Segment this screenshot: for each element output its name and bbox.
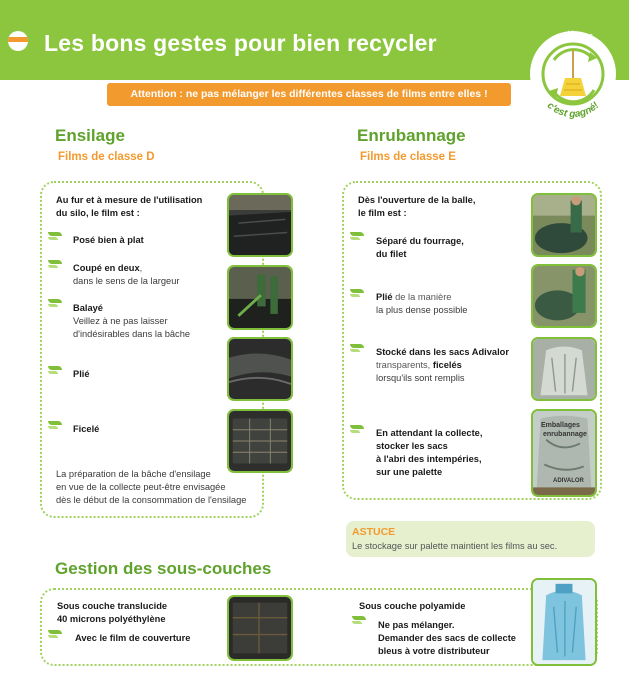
photo-film-folded	[227, 337, 293, 401]
souscouches-right-item-3: bleus à votre distributeur	[378, 646, 490, 656]
ensilage-item-2-detail: dans le sens de la largeur	[73, 276, 180, 286]
leaf-bullet-icon	[48, 366, 62, 374]
enrubannage-item-3-line-1: Stocké dans les sacs Adivalor	[376, 347, 509, 357]
ensilage-item-1: Posé bien à plat	[73, 235, 144, 245]
enrubannage-item-4-line-3: à l'abri des intempéries,	[376, 454, 482, 464]
leaf-bullet-icon	[48, 232, 62, 240]
astuce-title: ASTUCE	[352, 526, 396, 538]
photo-transparent-bags	[531, 337, 597, 401]
logo-bottom-text: c'est gagné!	[544, 100, 602, 121]
leaf-bullet-icon	[350, 344, 364, 352]
leaf-bullet-icon	[350, 425, 364, 433]
leaf-bullet-icon	[48, 260, 62, 268]
astuce-text: Le stockage sur palette maintient les films au sec.	[352, 541, 558, 551]
souscouches-right-item-1: Ne pas mélanger.	[378, 620, 455, 630]
souscouches-title: Gestion des sous-couches	[55, 559, 272, 578]
ensilage-item-3-detail-2: d'indésirables dans la bâche	[73, 329, 191, 339]
ensilage-item-2: Coupé en deux,	[73, 263, 143, 273]
ensilage-item-5: Ficelé	[73, 424, 100, 434]
ensilage-item-3: Balayé	[73, 303, 103, 313]
enrubannage-item-2-line-2: la plus dense possible	[376, 305, 468, 315]
bag-label-1: Emballages	[541, 422, 580, 429]
bag-label-2: enrubannage	[543, 431, 587, 438]
astuce-box	[346, 521, 595, 557]
enrubannage-title: Enrubannage	[357, 126, 466, 145]
leaf-bullet-icon	[350, 289, 364, 297]
souscouches-left-line-1: Sous couche translucide	[57, 601, 168, 611]
ensilage-subtitle: Films de classe D	[58, 151, 155, 163]
ensilage-intro-2: du silo, le film est :	[56, 208, 140, 218]
enrubannage-subtitle: Films de classe E	[360, 151, 456, 163]
warning-banner: Attention : ne pas mélanger les différentes classes de films entre elles !	[107, 83, 511, 106]
enrubannage-item-3-line-3: lorsqu'ils sont remplis	[376, 373, 465, 383]
leaf-bullet-icon	[350, 232, 364, 240]
souscouches-right-title: Sous couche polyamide	[359, 601, 466, 611]
photo-translucent-underlayer	[227, 595, 293, 661]
photo-blue-collection-bag	[531, 578, 597, 666]
enrubannage-item-4-line-1: En attendant la collecte,	[376, 428, 483, 438]
enrubannage-item-2-line-1: Plié de la manière	[376, 292, 452, 302]
souscouches-left-item: Avec le film de couverture	[75, 633, 191, 643]
ensilage-title: Ensilage	[55, 126, 125, 145]
bullet-dot-icon	[8, 31, 28, 51]
ensilage-note-2: en vue de la collecte peut-être envisagée	[56, 482, 226, 492]
enrubannage-item-4-line-2: stocker les sacs	[376, 441, 448, 451]
souscouches-left-line-2: 40 microns polyéthylène	[57, 614, 166, 624]
photo-film-tied	[227, 409, 293, 473]
souscouches-right-item-2: Demander des sacs de collecte	[378, 633, 516, 643]
photo-film-dense-fold	[531, 264, 597, 328]
leaf-bullet-icon	[352, 616, 366, 624]
ensilage-intro-1: Au fur et à mesure de l'utilisation	[56, 195, 203, 205]
page-title: Les bons gestes pour bien recycler	[44, 30, 437, 56]
ensilage-item-4: Plié	[73, 369, 90, 379]
enrubannage-intro-1: Dès l'ouverture de la balle,	[358, 195, 476, 205]
leaf-bullet-icon	[48, 421, 62, 429]
ensilage-item-3-detail-1: Veillez à ne pas laisser	[73, 316, 168, 326]
photo-film-cut	[227, 265, 293, 330]
leaf-bullet-icon	[48, 630, 62, 638]
photo-bale-opening	[531, 193, 597, 257]
ensilage-note-3: dès le début de la consommation de l'ensilage	[56, 495, 247, 505]
enrubannage-item-3-line-2: transparents, ficelés	[376, 360, 462, 370]
enrubannage-item-1-line-2: du filet	[376, 249, 407, 259]
logo-top-text: nettoyé	[552, 28, 594, 45]
enrubannage-intro-2: le film est :	[358, 208, 407, 218]
enrubannage-item-4-line-4: sur une palette	[376, 467, 443, 477]
enrubannage-item-1-line-1: Séparé du fourrage,	[376, 236, 464, 246]
nettoye-logo	[524, 18, 622, 126]
photo-bag-on-pallet	[531, 409, 597, 497]
bag-label-3: ADIVALOR	[553, 478, 584, 484]
ensilage-note-1: La préparation de la bâche d'ensilage	[56, 469, 211, 479]
leaf-bullet-icon	[48, 299, 62, 307]
photo-film-flat	[227, 193, 293, 257]
